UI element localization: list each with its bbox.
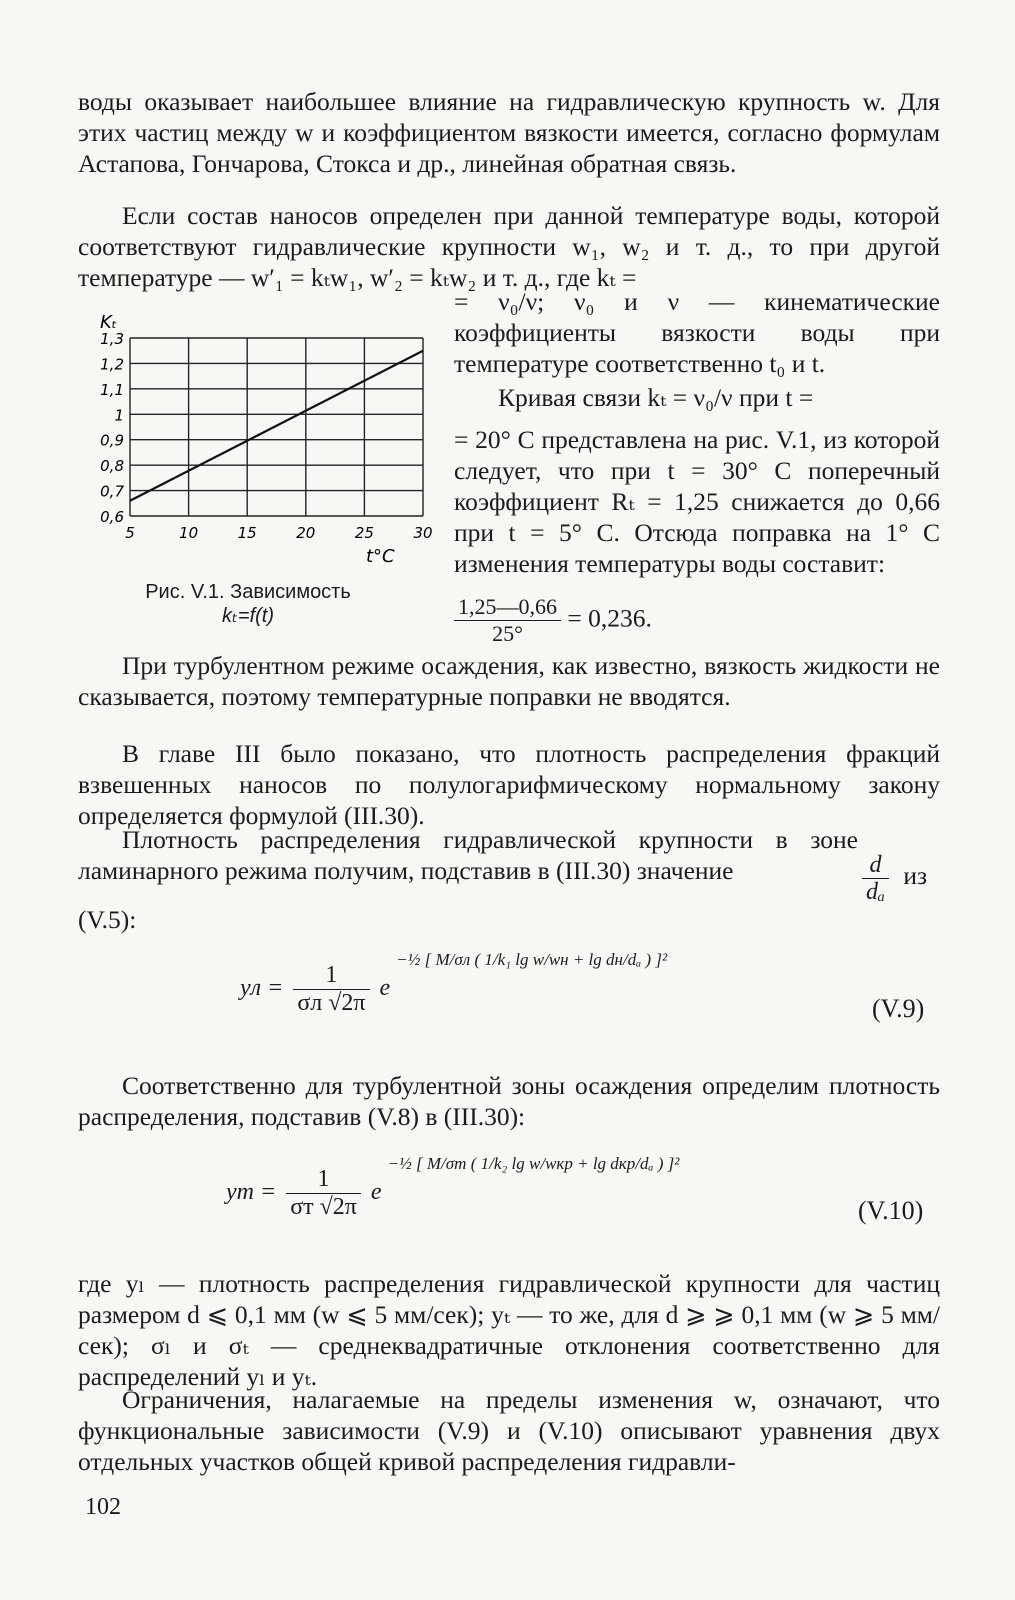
- paragraph-2: Если состав наносов определен при данной температуре воды, которой соответствуют гидравлические крупности w₁, w₂ и т. д., то при другой температуре — w′₁ = kₜw₁, w′₂ = kₜw₂ и т. д., где kₜ =: [78, 201, 940, 292]
- paragraph-5: В главе III было показано, что плотность распределения фракций взвешенных наносов по полулогарифмическому нормальному закону определяется формулой (III.30).: [78, 739, 940, 830]
- y-tick-label: 0,9: [100, 431, 124, 450]
- y-tick-label: 0,7: [100, 482, 124, 501]
- paragraph-9: Ограничения, налагаемые на пределы изменения w, означают, что функциональные зависимости (V.9) и (V.10) описывают уравнения двух отдельных участков общей кривой распределения гидравли-: [78, 1385, 940, 1476]
- fraction-result: = 0,236.: [567, 603, 652, 633]
- x-tick-label: 15: [237, 524, 257, 542]
- eq1-e: e: [379, 975, 391, 1002]
- eq1-numerator: 1: [293, 962, 369, 990]
- equation-number-v10: (V.10): [858, 1196, 924, 1225]
- paragraph-7: Соответственно для турбулентной зоны осаждения определим плотность распределения, подставив (V.8) в (III.30):: [78, 1071, 940, 1131]
- eq2-e: e: [370, 1179, 382, 1206]
- fraction-denominator: 25°: [492, 621, 523, 646]
- x-tick-label: 20: [296, 524, 316, 542]
- eq2-numerator: 1: [286, 1166, 361, 1194]
- x-tick-label: 30: [413, 524, 433, 542]
- paragraph-2-continued: = ν₀/ν; ν₀ и ν — кинематические коэффициенты вязкости воды при температуре соответственно t₀ и t.: [454, 287, 940, 378]
- chart-series: [130, 351, 423, 501]
- paragraph-3-start: Кривая связи kₜ = ν₀/ν при t =: [498, 383, 814, 412]
- y-tick-label: 1,3: [100, 330, 124, 348]
- figure-caption-line-1: Рис. V.1. Зависимость: [145, 581, 351, 603]
- d-denominator: dₐ: [866, 879, 886, 905]
- y-tick-labels: [100, 330, 124, 526]
- y-axis-label: Kₜ: [100, 312, 118, 333]
- chart-grid: [130, 338, 423, 516]
- d-numerator: d: [862, 852, 889, 879]
- eq1-denominator: σл √2π: [297, 990, 366, 1016]
- correction-fraction: [454, 594, 652, 647]
- paragraph-6: Плотность распределения гидравлической крупности в зоне ламинарного режима получим, подставив в (III.30) значение: [78, 825, 858, 885]
- equation-number-v9: (V.9): [872, 994, 925, 1023]
- paragraph-6-fraction: [862, 852, 927, 905]
- y-tick-label: 1: [114, 406, 124, 425]
- eq2-exponent: −½ [ M/σт ( 1/k₂ lg w/wкр + lg dкр/dₐ ) ]²: [387, 1154, 680, 1174]
- eq2-denominator: σт √2π: [290, 1194, 357, 1220]
- y-tick-label: 1,2: [100, 355, 124, 374]
- y-tick-label: 0,8: [100, 457, 124, 476]
- figure-v1-chart: [78, 310, 448, 570]
- y-tick-label: 0,6: [100, 508, 124, 526]
- figure-caption: [118, 580, 378, 628]
- x-tick-label: 10: [179, 524, 199, 542]
- paragraph-8: где yₗ — плотность распределения гидравлической крупности для частиц размером d ⩽ 0,1 мм (w ⩽ 5 мм/сек); yₜ — то же, для d ⩾ ⩾ 0,1 мм (w ⩾ 5 мм/сек); σₗ и σₜ — среднеквадратичные отклонения соответственно для распределений yₗ и yₜ.: [78, 1269, 940, 1391]
- x-tick-labels: [125, 524, 432, 542]
- y-tick-label: 1,1: [100, 380, 124, 399]
- figure-caption-line-2: kₜ=f(t): [221, 605, 274, 627]
- paragraph-6-tail: из: [903, 861, 928, 891]
- eq1-lhs: yл =: [240, 975, 284, 1002]
- page-number: 102: [85, 1494, 121, 1520]
- kt-curve: [130, 351, 423, 501]
- paragraph-6-reference: (V.5):: [78, 905, 137, 934]
- x-tick-label: 25: [354, 524, 374, 542]
- paragraph-3: = 20° C представлена на рис. V.1, из которой следует, что при t = 30° C поперечный коэффициент Rₜ = 1,25 снижается до 0,66 при t = 5° C. Отсюда поправка на 1° C изменения температуры воды составит:: [454, 425, 940, 578]
- paragraph-1: воды оказывает наибольшее влияние на гидравлическую крупность w. Для этих частиц между w и коэффициентом вязкости имеется, согласно формулам Астапова, Гончарова, Стокса и др., линейная обратная связь.: [78, 87, 940, 178]
- eq1-exponent: −½ [ M/σл ( 1/k₁ lg w/wн + lg dн/dₐ ) ]²: [396, 950, 668, 970]
- x-axis-label: t°C: [366, 546, 395, 567]
- x-tick-label: 5: [125, 524, 135, 542]
- eq2-lhs: yт =: [226, 1179, 277, 1206]
- fraction-numerator: 1,25—0,66: [454, 594, 561, 621]
- paragraph-4: При турбулентном режиме осаждения, как известно, вязкость жидкости не сказывается, поэтому температурные поправки не вводятся.: [78, 651, 940, 711]
